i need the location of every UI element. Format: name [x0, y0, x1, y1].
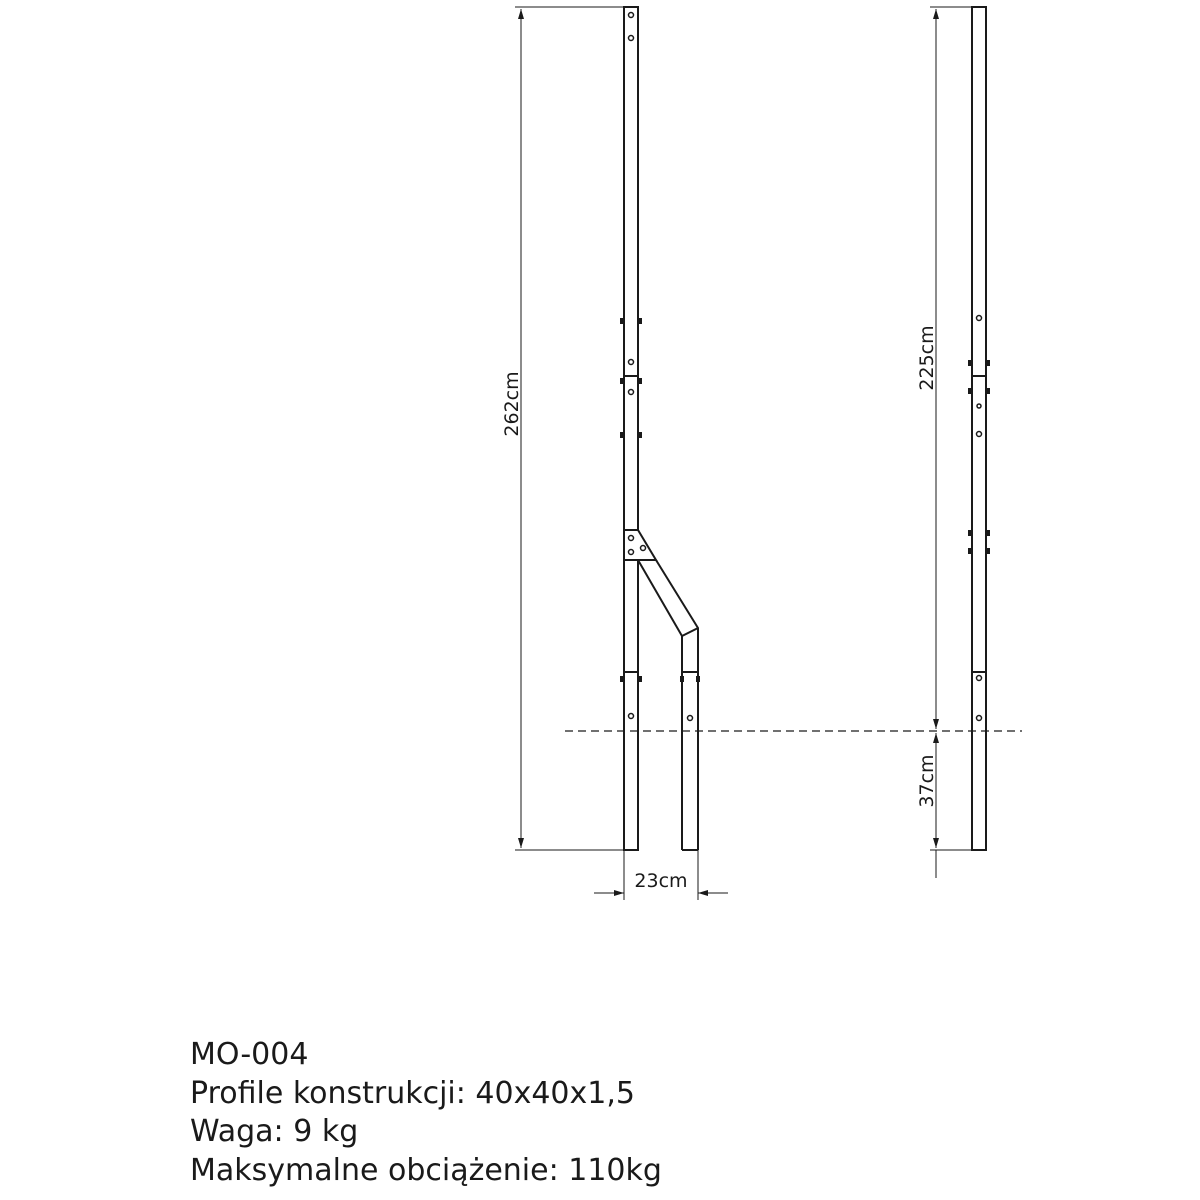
- front-main-post: [624, 7, 638, 850]
- above-ground-label: 225cm: [916, 325, 938, 391]
- weight-spec: Waga: 9 kg: [190, 1114, 359, 1149]
- front-view: [620, 7, 700, 850]
- total-height-label: 262cm: [501, 371, 523, 437]
- leg-spacing-label: 23cm: [634, 870, 688, 892]
- front-post-clamps: [620, 318, 700, 682]
- side-view: [968, 7, 990, 850]
- spec-list: [190, 1036, 662, 1190]
- below-ground-label: 37cm: [916, 754, 938, 808]
- max-load-spec: Maksymalne obciążenie: 110kg: [190, 1152, 662, 1188]
- gusset-plate: [624, 530, 656, 560]
- diagonal-brace: [638, 560, 698, 850]
- dimension-total-height: [515, 7, 624, 850]
- side-main-post: [972, 7, 986, 850]
- profile-spec: Profile konstrukcji: 40x40x1,5: [190, 1075, 635, 1111]
- model-code: MO-004: [190, 1037, 309, 1072]
